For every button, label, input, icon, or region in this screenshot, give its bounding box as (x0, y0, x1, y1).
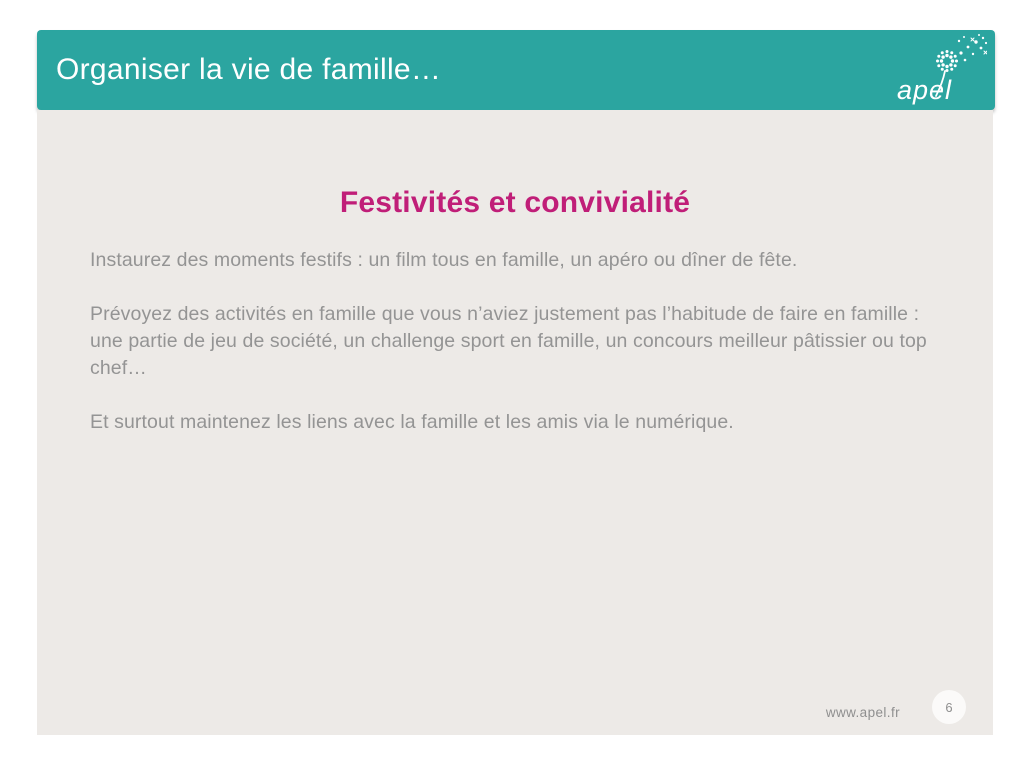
slide-title: Organiser la vie de famille… (56, 53, 442, 86)
page-number: 6 (945, 699, 953, 715)
website-link[interactable]: www.apel.fr (825, 705, 900, 720)
paragraph-3: Et surtout maintenez les liens avec la famille et les amis via le numérique. (90, 411, 734, 433)
paragraph-1: Instaurez des moments festifs : un film tous en famille, un apéro ou dîner de fête. (90, 249, 798, 271)
apel-logo-text: apel (897, 75, 953, 105)
paragraph-2: Prévoyez des activités en famille que vous n’aviez justement pas l’habitude de faire en famille : une partie de jeu de société, un challenge sport en famille, un concours meilleur pâtissier ou top chef… (90, 303, 927, 379)
page-number-badge (932, 690, 966, 724)
slide-heading: Festivités et convivialité (339, 186, 691, 219)
apel-logo (891, 33, 987, 107)
slide-header-bar (37, 30, 995, 110)
slide-body (37, 110, 993, 735)
